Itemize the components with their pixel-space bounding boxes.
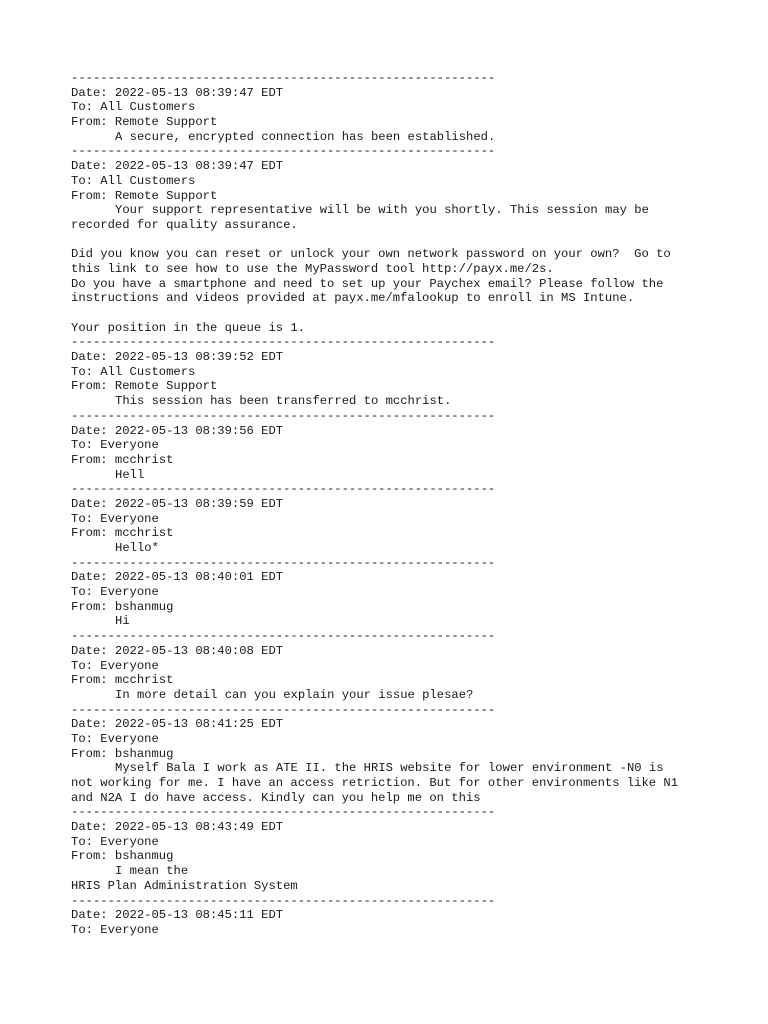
message-to-label: To:	[71, 438, 101, 453]
message-date-value: 2022-05-13 08:39:47 EDT	[114, 159, 284, 174]
message-block	[71, 703, 731, 806]
message-body-line: and N2A I do have access. Kindly can you help me on this	[71, 790, 481, 805]
blank-line	[71, 233, 731, 248]
message-to	[71, 438, 731, 453]
message-body-line: this link to see how to use the MyPassword tool http://payx.me/2s.	[71, 261, 554, 276]
message-date-value: 2022-05-13 08:40:01 EDT	[114, 570, 284, 585]
message-to	[71, 174, 731, 189]
message-from-label: From:	[71, 673, 115, 688]
message-body-line: In more detail can you explain your issue plesae?	[115, 687, 474, 702]
message-date-label: Date:	[71, 350, 115, 365]
message-from-label: From:	[71, 746, 115, 761]
separator-line: ----------------------------------------------------------	[71, 893, 496, 908]
message-body-line: I mean the	[115, 864, 189, 879]
message-from-label: From:	[71, 526, 115, 541]
message-date	[71, 424, 731, 439]
message-block	[71, 894, 731, 938]
message-from-label: From:	[71, 115, 115, 130]
message-to-label: To:	[71, 834, 101, 849]
message-from	[71, 453, 731, 468]
message-to-label: To:	[71, 173, 101, 188]
message-date-value: 2022-05-13 08:45:11 EDT	[114, 908, 284, 923]
separator-line: ----------------------------------------------------------	[71, 144, 496, 159]
separator-line: ----------------------------------------------------------	[71, 71, 496, 85]
message-from-value: bshanmug	[114, 849, 174, 864]
message-body-line: instructions and videos provided at payx.me/mfalookup to enroll in MS Intune.	[71, 291, 635, 306]
message-date	[71, 350, 731, 365]
message-body-line: Your support representative will be with you shortly. This session may be	[115, 203, 649, 218]
message-block	[71, 482, 731, 555]
message-body-line: Myself Bala I work as ATE II. the HRIS website for lower environment -N0 is	[115, 761, 664, 776]
message-date	[71, 717, 731, 732]
message-from	[71, 849, 731, 864]
message-to	[71, 585, 731, 600]
message-block	[71, 71, 731, 144]
message-block	[71, 805, 731, 893]
message-to-label: To:	[71, 922, 101, 937]
message-body-line: Hell	[115, 467, 145, 482]
message-from-value: Remote Support	[114, 188, 218, 203]
message-date-label: Date:	[71, 570, 115, 585]
separator-line: ----------------------------------------------------------	[71, 482, 496, 497]
message-to	[71, 923, 731, 938]
message-date-value: 2022-05-13 08:39:52 EDT	[114, 350, 284, 365]
message-date	[71, 570, 731, 585]
message-to-value: Everyone	[100, 922, 159, 937]
message-date	[71, 159, 731, 174]
message-to	[71, 100, 731, 115]
message-to-label: To:	[71, 585, 101, 600]
message-body-line: This session has been transferred to mcchrist.	[115, 394, 452, 409]
message-body-line: A secure, encrypted connection has been established.	[115, 129, 496, 144]
message-from-value: Remote Support	[114, 115, 218, 130]
separator-line: ----------------------------------------------------------	[71, 555, 496, 570]
message-from	[71, 379, 731, 394]
message-to-label: To:	[71, 100, 101, 115]
message-to-value: Everyone	[100, 834, 159, 849]
message-to	[71, 835, 731, 850]
message-to	[71, 365, 731, 380]
message-from	[71, 526, 731, 541]
message-body-line: Do you have a smartphone and need to set up your Paychex email? Please follow the	[71, 276, 664, 291]
message-date-label: Date:	[71, 85, 115, 100]
message-date-label: Date:	[71, 159, 115, 174]
message-from	[71, 747, 731, 762]
message-to	[71, 659, 731, 674]
message-from	[71, 115, 731, 130]
message-date	[71, 820, 731, 835]
message-from-value: bshanmug	[114, 746, 174, 761]
message-date-label: Date:	[71, 908, 115, 923]
message-body-line: Hi	[115, 614, 130, 629]
message-from	[71, 189, 731, 204]
message-body-line: Hello*	[115, 541, 159, 555]
message-from-label: From:	[71, 379, 115, 394]
message-body-line: HRIS Plan Administration System	[71, 878, 298, 893]
message-from-value: Remote Support	[114, 379, 218, 394]
message-body-line: not working for me. I have an access retriction. But for other environments like N1	[71, 776, 679, 790]
message-date-value: 2022-05-13 08:39:56 EDT	[114, 423, 284, 438]
message-date	[71, 86, 731, 101]
message-date-label: Date:	[71, 423, 115, 438]
message-to-value: All Customers	[100, 100, 196, 115]
message-to-value: All Customers	[100, 173, 196, 188]
message-body-line: Did you know you can reset or unlock your own network password on your own? Go to	[71, 247, 671, 262]
message-date	[71, 644, 731, 659]
message-date-value: 2022-05-13 08:39:47 EDT	[114, 85, 284, 100]
message-from-value: bshanmug	[114, 599, 174, 614]
message-date	[71, 497, 731, 512]
message-body-line: Your position in the queue is 1.	[71, 320, 306, 335]
message-date-label: Date:	[71, 643, 115, 658]
message-from-label: From:	[71, 452, 115, 467]
message-to-value: Everyone	[100, 585, 159, 600]
message-date	[71, 908, 731, 923]
message-to-value: Everyone	[100, 658, 159, 673]
message-date-label: Date:	[71, 820, 115, 835]
message-to-label: To:	[71, 511, 101, 526]
message-date-label: Date:	[71, 717, 115, 732]
message-block	[71, 144, 731, 335]
separator-line: ----------------------------------------------------------	[71, 805, 496, 820]
separator-line: ----------------------------------------------------------	[71, 702, 496, 717]
message-to-value: Everyone	[100, 511, 159, 526]
message-to-value: Everyone	[100, 438, 159, 453]
separator-line: ----------------------------------------------------------	[71, 629, 496, 644]
message-to-value: Everyone	[100, 731, 159, 746]
message-date-value: 2022-05-13 08:43:49 EDT	[114, 820, 284, 835]
message-body-line: recorded for quality assurance.	[71, 217, 298, 232]
message-date-value: 2022-05-13 08:41:25 EDT	[114, 717, 284, 732]
message-from-label: From:	[71, 849, 115, 864]
message-from-value: mcchrist	[114, 526, 174, 541]
message-from	[71, 600, 731, 615]
message-block	[71, 629, 731, 702]
message-to-value: All Customers	[100, 364, 196, 379]
message-to	[71, 512, 731, 527]
message-date-value: 2022-05-13 08:39:59 EDT	[114, 496, 284, 511]
message-block	[71, 556, 731, 629]
message-from-label: From:	[71, 599, 115, 614]
separator-line: ----------------------------------------------------------	[71, 408, 496, 423]
message-date-label: Date:	[71, 496, 115, 511]
separator-line: ----------------------------------------------------------	[71, 335, 496, 350]
message-to-label: To:	[71, 658, 101, 673]
message-block	[71, 409, 731, 482]
message-from	[71, 673, 731, 688]
message-block	[71, 335, 731, 408]
message-from-value: mcchrist	[114, 673, 174, 688]
message-from-value: mcchrist	[114, 452, 174, 467]
message-from-label: From:	[71, 188, 115, 203]
message-to-label: To:	[71, 731, 101, 746]
blank-line	[71, 306, 731, 321]
chat-transcript	[71, 71, 731, 938]
message-date-value: 2022-05-13 08:40:08 EDT	[114, 643, 284, 658]
message-to	[71, 732, 731, 747]
message-to-label: To:	[71, 364, 101, 379]
